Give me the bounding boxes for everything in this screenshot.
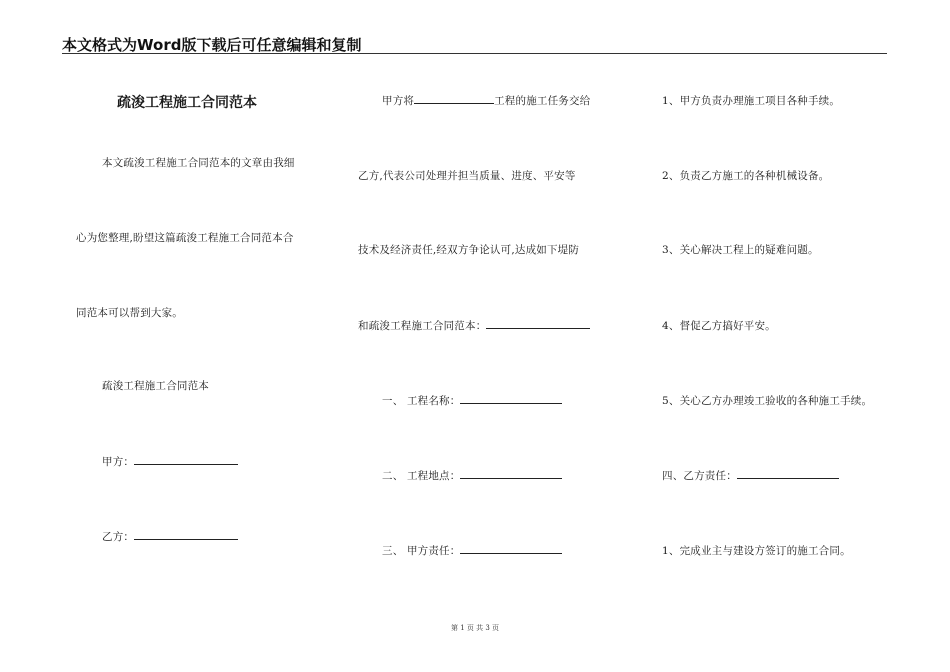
page-number: 第 1 页 共 3 页 — [450, 624, 500, 632]
task-line-prefix: 甲方将 — [382, 95, 415, 107]
party-a-duty-label: 三、 甲方责任： — [382, 545, 461, 557]
intro-line-3: 同范本可以帮到大家。 — [76, 307, 183, 319]
task-line — [382, 93, 590, 108]
party-b-duty-blank — [737, 468, 839, 479]
party-a-label: 甲方： — [102, 456, 135, 468]
party-b-duty-item-1: 1、完成业主与建设方签订的施工合同。 — [662, 545, 851, 557]
project-name-line — [382, 393, 562, 408]
document-banner: 本文格式为Word版下载后可任意编辑和复制 — [62, 36, 362, 54]
party-b-line — [102, 529, 238, 544]
body-line-2: 乙方,代表公司处理并担当质量、进度、平安等 — [358, 170, 576, 182]
party-b-duty-line — [662, 468, 839, 483]
project-name-label: 一、 工程名称： — [382, 395, 461, 407]
document-title: 疏浚工程施工合同范本 — [117, 95, 257, 111]
party-a-line — [102, 454, 238, 469]
party-a-duty-blank — [460, 543, 562, 554]
project-blank — [414, 93, 494, 104]
duty-item-2: 2、负责乙方施工的各种机械设备。 — [662, 170, 830, 182]
duty-item-4: 4、督促乙方搞好平安。 — [662, 320, 776, 332]
duty-item-1: 1、甲方负责办理施工项目各种手续。 — [662, 95, 841, 107]
project-location-blank — [460, 468, 562, 479]
body-line-3: 技术及经济责任,经双方争论认可,达成如下堤防 — [358, 244, 580, 256]
party-b-duty-label: 四、乙方责任： — [662, 470, 737, 482]
project-location-line — [382, 468, 562, 483]
body-line-4-text: 和疏浚工程施工合同范本： — [358, 320, 487, 332]
duty-item-5: 5、关心乙方办理竣工验收的各种施工手续。 — [662, 395, 873, 407]
contract-subtitle: 疏浚工程施工合同范本 — [102, 380, 209, 392]
project-name-blank — [460, 393, 562, 404]
intro-line-1: 本文疏浚工程施工合同范本的文章由我细 — [102, 157, 295, 169]
contract-blank — [486, 318, 590, 329]
party-a-duty-line — [382, 543, 562, 558]
task-line-suffix: 工程的施工任务交给 — [494, 95, 591, 107]
party-b-blank — [134, 529, 238, 540]
duty-item-3: 3、关心解决工程上的疑难问题。 — [662, 244, 819, 256]
project-location-label: 二、 工程地点： — [382, 470, 461, 482]
party-a-blank — [134, 454, 238, 465]
intro-line-2: 心为您整理,盼望这篇疏浚工程施工合同范本合 — [76, 232, 294, 244]
header-divider — [62, 53, 887, 54]
party-b-label: 乙方： — [102, 531, 135, 543]
body-line-4 — [358, 318, 590, 333]
